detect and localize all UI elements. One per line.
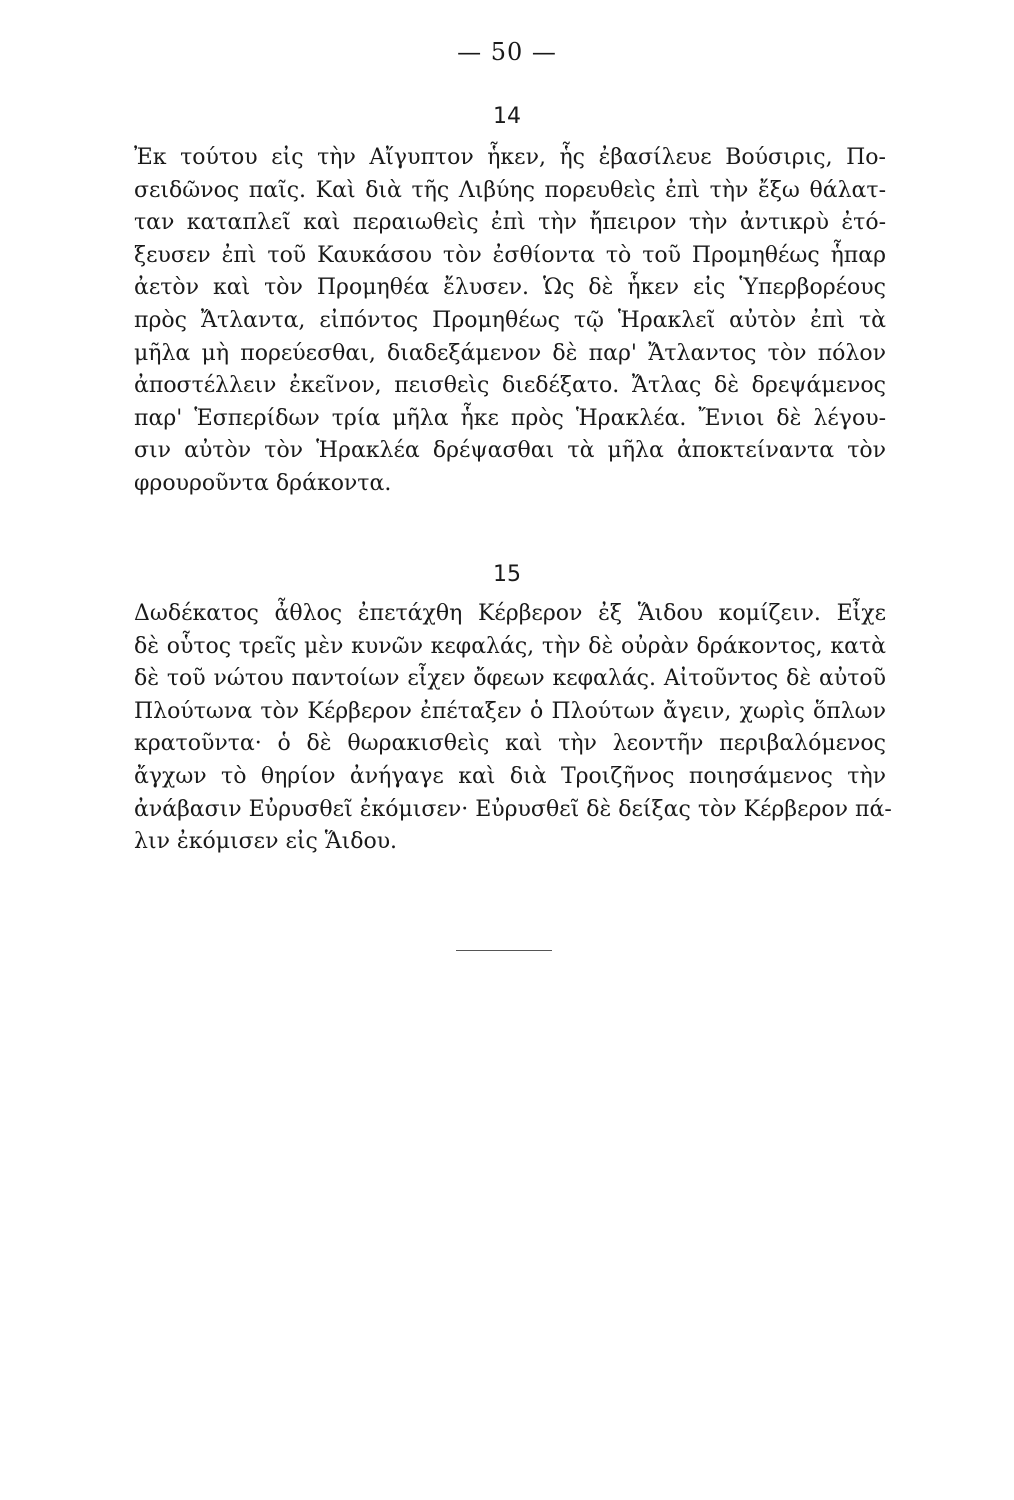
text-line: πρὸς Ἄτλαντα, εἰπόντος Προμηθέως τῷ Ἡρακλεῖ αὐτὸν ἐπὶ τὰ [134, 307, 886, 333]
text-line: ἀποστέλλειν ἐκεῖνον, πεισθεὶς διεδέξατο. Ἄτλας δὲ δρεψάμενος [134, 373, 886, 399]
text-line: παρ' Ἑσπερίδων τρία μῆλα ἧκε πρὸς Ἡρακλέα. Ἔνιοι δὲ λέγου- [134, 405, 886, 431]
section-number-14: 14 [493, 104, 521, 129]
section-number-15: 15 [493, 562, 521, 587]
text-line: δὲ τοῦ νώτου παντοίων εἶχεν ὄφεων κεφαλάς. Αἰτοῦντος δὲ αὐτοῦ [134, 666, 886, 692]
text-line: λιν ἐκόμισεν εἰς Ἅιδου. [134, 829, 398, 855]
text-line: μῆλα μὴ πορεύεσθαι, διαδεξάμενον δὲ παρ' Ἄτλαντος τὸν πόλον [134, 340, 886, 366]
end-rule [456, 950, 552, 951]
section-14-paragraph [134, 142, 886, 501]
text-line: ἀετὸν καὶ τὸν Προμηθέα ἔλυσεν. Ὡς δὲ ἧκεν εἰς Ὑπερβορέους [134, 275, 886, 301]
text-line: ἀνάβασιν Εὐρυσθεῖ ἐκόμισεν· Εὐρυσθεῖ δὲ δείξας τὸν Κέρβερον πά- [134, 796, 892, 822]
text-line: κρατοῦντα· ὁ δὲ θωρακισθεὶς καὶ τὴν λεοντῆν περιβαλόμενος [134, 731, 886, 757]
section-15-paragraph [134, 598, 892, 859]
page-number: — 50 — [457, 38, 557, 66]
text-line: ταν καταπλεῖ καὶ περαιωθεὶς ἐπὶ τὴν ἤπειρον τὴν ἀντικρὺ ἐτό- [134, 210, 886, 236]
text-line: Ἐκ τούτου εἰς τὴν Αἴγυπτον ἧκεν, ἧς ἐβασίλευε Βούσιρις, Πο- [134, 145, 886, 170]
text-line: σειδῶνος παῖς. Καὶ διὰ τῆς Λιβύης πορευθεὶς ἐπὶ τὴν ἔξω θάλατ- [134, 177, 886, 203]
text-line: Δωδέκατος ἆθλος ἐπετάχθη Κέρβερον ἐξ Ἅιδου κομίζειν. Εἶχε [134, 601, 886, 626]
text-line: δὲ οὗτος τρεῖς μὲν κυνῶν κεφαλάς, τὴν δὲ οὐρὰν δράκοντος, κατὰ [134, 633, 886, 659]
text-line: ξευσεν ἐπὶ τοῦ Καυκάσου τὸν ἐσθίοντα τὸ τοῦ Προμηθέως ἧπαρ [134, 242, 886, 268]
text-line: Πλούτωνα τὸν Κέρβερον ἐπέταξεν ὁ Πλούτων ἄγειν, χωρὶς ὅπλων [134, 698, 886, 724]
text-line: φρουροῦντα δράκοντα. [134, 470, 392, 496]
text-line: ἄγχων τὸ θηρίον ἀνήγαγε καὶ διὰ Τροιζῆνος ποιησάμενος τὴν [134, 763, 886, 789]
text-line: σιν αὐτὸν τὸν Ἡρακλέα δρέψασθαι τὰ μῆλα ἀποκτείναντα τὸν [134, 438, 886, 464]
